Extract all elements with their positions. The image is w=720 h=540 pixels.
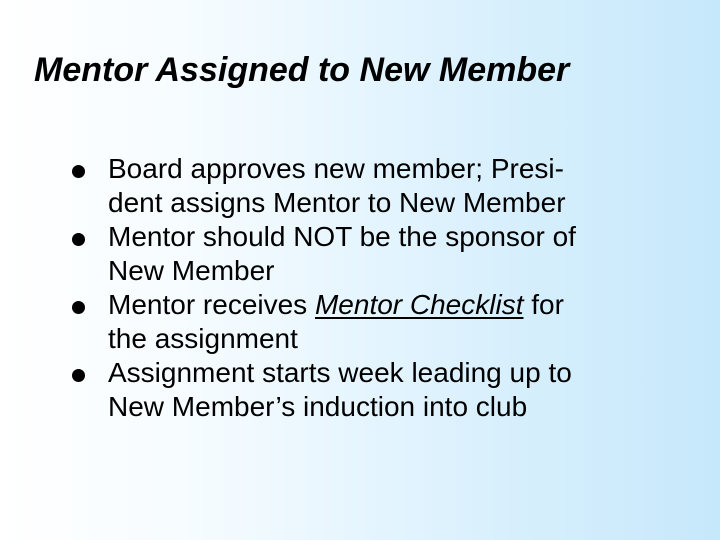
bullet-list [72, 152, 672, 424]
bullet-text-line: dent assigns Mentor to New Member [108, 187, 566, 218]
round-bullet-icon [72, 369, 85, 382]
mentor-checklist-link[interactable]: Mentor Checklist [314, 289, 524, 320]
bullet-text-line: New Member’s induction into club [108, 391, 528, 422]
round-bullet-icon [72, 233, 85, 246]
bullet-text-line: the assignment [108, 323, 298, 354]
list-item [72, 288, 672, 356]
bullet-text-line: New Member [108, 255, 275, 286]
slide-title: Mentor Assigned to New Member [34, 51, 570, 89]
list-item [72, 220, 672, 288]
list-item [72, 152, 672, 220]
bullet-text-line [108, 288, 672, 322]
bullet-text-line: Board approves new member; Presi- [108, 153, 564, 184]
bullet-text-line: Mentor should NOT be the sponsor of [108, 221, 576, 252]
bullet-text-suffix: for [523, 289, 564, 320]
bullet-text-prefix: Mentor receives [108, 289, 315, 320]
bullet-text-line: Assignment starts week leading up to [108, 357, 572, 388]
list-item [72, 356, 672, 424]
round-bullet-icon [72, 301, 85, 314]
round-bullet-icon [72, 165, 85, 178]
